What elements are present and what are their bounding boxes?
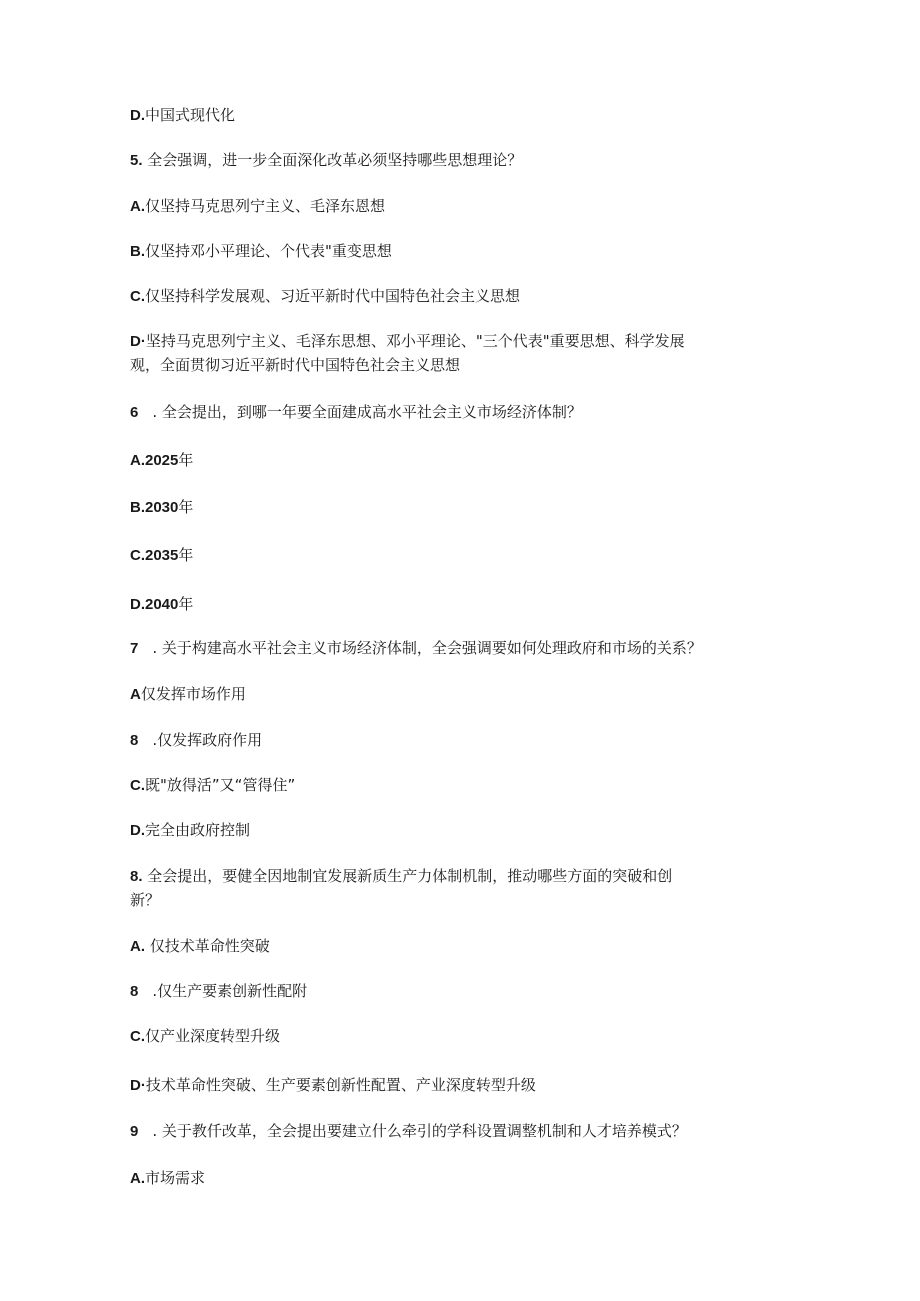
option-text: 坚持马克思列宁主义、毛泽东思想、邓小平理论、"三个代表"重要思想、科学发展 [145, 332, 685, 350]
option-text: 既"放得活”又“管得住” [145, 776, 296, 794]
option-text: 技术革命性突破、生产要素创新性配置、产业深度转型升级 [145, 1076, 536, 1094]
question-text: 新？ [130, 891, 161, 909]
option-text: .仅发挥政府作用 [152, 731, 263, 749]
option-suffix: 年 [178, 546, 194, 564]
q7-option-b [130, 730, 262, 751]
option-text: 市场需求 [145, 1169, 206, 1187]
option-label: D. [130, 596, 145, 613]
question-number: 5. [130, 152, 143, 169]
option-label: C. [130, 547, 145, 564]
q8-stem [130, 866, 672, 887]
option-year: 2040 [145, 596, 179, 613]
option-label: A. [130, 938, 145, 955]
option-text: .仅生产要素创新性配附 [152, 982, 308, 1000]
q8-option-b [130, 981, 307, 1002]
question-text: . 全会提出，到哪一年要全面建成高水平社会主义市场经济体制？ [152, 403, 582, 421]
q5-option-d [130, 331, 685, 352]
option-text: 中国式现代化 [145, 106, 236, 124]
q8-option-a [130, 936, 270, 957]
option-text: 观，全面贯彻习近平新时代中国特色社会主义思想 [130, 356, 461, 374]
question-number: 9 [130, 1123, 139, 1140]
q5-option-a [130, 196, 385, 217]
question-text: . 关于教仟改革，全会提出要建立什么牵引的学科设置调整机制和人才培养模式？ [152, 1122, 687, 1140]
option-label: 8 [130, 732, 139, 749]
option-label: C. [130, 777, 145, 794]
option-label: B. [130, 243, 145, 260]
option-label: C. [130, 288, 145, 305]
option-label: A [130, 686, 141, 703]
q6-option-a [130, 450, 193, 471]
option-label: A. [130, 452, 145, 469]
question-text: 全会强调，进一步全面深化改革必须坚持哪些思想理论？ [147, 151, 523, 169]
question-text: . 关于构建高水平社会主义市场经济体制，全会强调要如何处理政府和市场的关系？ [152, 639, 702, 657]
option-label: D. [130, 107, 145, 124]
q7-stem [130, 638, 702, 659]
option-year: 2025 [145, 452, 179, 469]
option-text: 仅技术革命性突破 [149, 937, 270, 955]
q8-option-c [130, 1026, 280, 1047]
option-text: 仅坚持邓小平理论、个代表"重变思想 [145, 242, 392, 260]
q5-stem [130, 150, 522, 171]
q7-option-c [130, 775, 295, 796]
option-label: 8 [130, 983, 139, 1000]
option-label: D. [130, 822, 145, 839]
q6-option-b [130, 497, 193, 518]
q8-stem-continued [130, 890, 160, 910]
q6-option-c [130, 545, 193, 566]
option-label: B. [130, 499, 145, 516]
q7-option-d [130, 820, 250, 841]
option-text: 仅产业深度转型升级 [145, 1027, 281, 1045]
q8-option-d [130, 1075, 536, 1096]
option-text: 完全由政府控制 [145, 821, 251, 839]
question-text: 全会提出，要健全因地制宜发展新质生产力体制机制，推动哪些方面的突破和创 [147, 867, 673, 885]
option-year: 2035 [145, 547, 179, 564]
q7-option-a [130, 684, 246, 705]
option-suffix: 年 [178, 451, 194, 469]
option-label: D· [130, 333, 146, 350]
option-text: 仅发挥市场作用 [140, 685, 246, 703]
option-text: 仅坚持马克思列宁主义、毛泽东恩想 [145, 197, 386, 215]
option-text: 仅坚持科学发展观、习近平新时代中国特色社会主义思想 [145, 287, 521, 305]
q5-option-b [130, 241, 392, 262]
option-label: A. [130, 198, 145, 215]
question-number: 8. [130, 868, 143, 885]
q9-stem [130, 1121, 687, 1142]
q5-option-c [130, 286, 520, 307]
option-label: A. [130, 1170, 145, 1187]
question-number: 7 [130, 640, 139, 657]
option-year: 2030 [145, 499, 179, 516]
question-number: 6 [130, 404, 139, 421]
q6-option-d [130, 594, 193, 615]
q4-option-d [130, 105, 235, 126]
option-label: C. [130, 1028, 145, 1045]
q6-stem [130, 402, 582, 423]
option-label: D· [130, 1077, 146, 1094]
option-suffix: 年 [178, 498, 194, 516]
option-suffix: 年 [178, 595, 194, 613]
q5-option-d-continued [130, 355, 460, 375]
q9-option-a [130, 1168, 205, 1189]
